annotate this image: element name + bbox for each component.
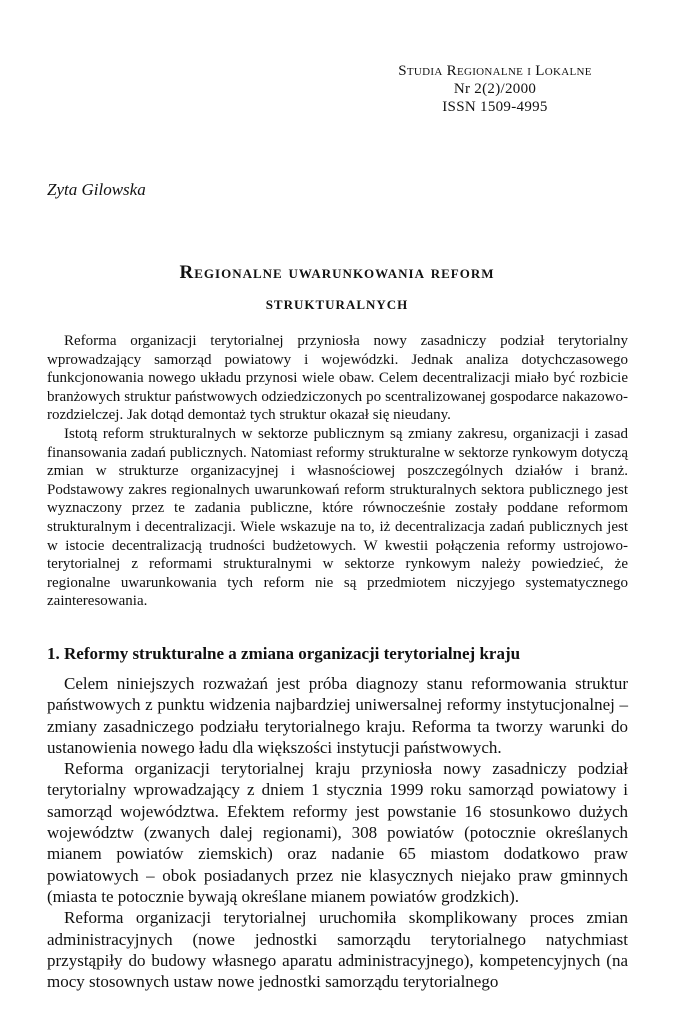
issn: ISSN 1509-4995 [442,99,548,115]
abstract [47,332,628,611]
abstract-paragraph: Istotą reform strukturalnych w sektorze publicznym są zmiany zakresu, organizacji i zasad finansowania zadań publicznych. Natomiast reformy strukturalne w sektorze rynkowym dotyczą zmian w strukturze organizacyjnej i własnościowej poszczególnych działów i branż. Podstawowy zakres regionalnych uwarunkowań reform strukturalnych sektora publicznego jest wyznaczony przez te zadania publiczne, które równocześnie zostały poddane reformom strukturalnym i decentralizacji. Wiele wskazuje na to, iż decentralizacja zadań publicznych jest w istocie decentralizacją trudności budżetowych. W kwestii połączenia reformy ustrojowo-terytorialnej z reformami strukturalnymi w sektorze rynkowym należy powiedzieć, że regionalne uwarunkowania tych reform nie są przedmiotem niczyjego systematycznego zainteresowania. [47,425,628,610]
body-paragraph: Reforma organizacji terytorialnej kraju przyniosła nowy zasadniczy podział terytorialny wprowadzający z dniem 1 stycznia 1999 roku samorząd powiatowy i samorząd województwa. Efektem reformy jest powstanie 16 stosunkowo dużych województw (zwanych dalej regionami), 308 powiatów (potocznie określanych mianem powiatów ziemskich) oraz nadanie 65 miastom dodatkowo praw powiatowych – obok posiadanych przez nie klasycznych niejako praw gminnych (miasta te potocznie bywają określane mianem powiatów grodzkich). [47,759,628,906]
title-line-2: strukturalnych [265,293,409,314]
journal-name: Studia Regionalne i Lokalne [398,63,592,79]
article-title [47,257,627,319]
body-paragraph: Reforma organizacji terytorialnej uruchomiła skomplikowany proces zmian administracyjnych (nowe jednostki samorządu terytorialnego natychmiast przystąpiły do budowy własnego aparatu administracyjnego), kompetencyjnych (na mocy stosownych ustaw nowe jednostki samorządu terytorialnego [47,908,628,992]
issue-number: Nr 2(2)/2000 [453,81,537,97]
title-line-1: Regionalne uwarunkowania reform [179,262,495,283]
section-body [47,673,628,992]
section-heading: 1. Reformy strukturalne a zmiana organizacji terytorialnej kraju [47,644,521,663]
abstract-paragraph: Reforma organizacji terytorialnej przyniosła nowy zasadniczy podział terytorialny wprowadzający samorząd powiatowy i wojewódzki. Jednak analiza dotychczasowego funkcjonowania nowego układu przynosi wiele obaw. Celem decentralizacji miało być rozbicie branżowych struktur państwowych odziedziczonych po scentralizowanej gospodarce nakazowo-rozdzielczej. Jak dotąd demontaż tych struktur okazał się nieudany. [47,333,628,424]
body-paragraph: Celem niniejszych rozważań jest próba diagnozy stanu reformowania struktur państwowych z punktu widzenia najbardziej uniwersalnej reformy instytucjonalnej – zmiany zasadniczego podziału terytorialnego kraju. Reforma ta tworzy warunki do ustanowienia nowego ładu dla większości instytucji państwowych. [47,674,628,757]
author-name: Zyta Gilowska [47,180,146,199]
journal-masthead [360,62,630,116]
